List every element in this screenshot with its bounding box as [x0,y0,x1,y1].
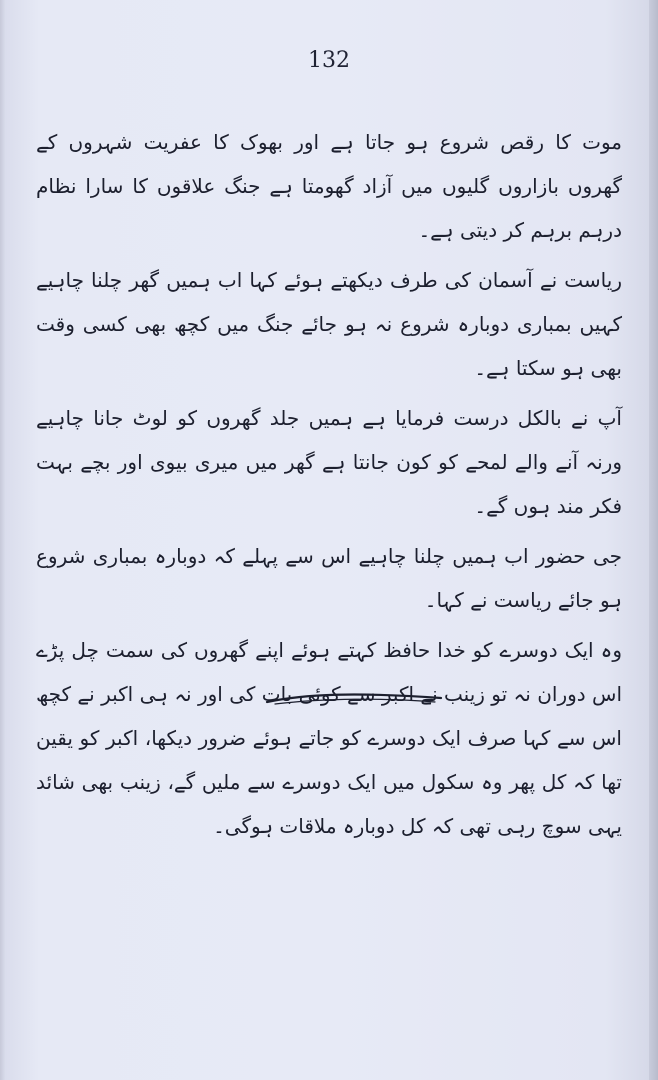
paragraph-3: آپ نے بالکل درست فرمایا ہے ہمیں جلد گھروں کو لوٹ جانا چاہیے ورنہ آنے والے لمحے کو کون جانتا ہے گھر میں میری بیوی اور بچے بہت فکر مند ہوں گے۔ [36,406,622,518]
paragraph-4: جی حضور اب ہمیں چلنا چاہیے اس سے پہلے کہ دوبارہ بمباری شروع ہو جائے ریاست نے کہا۔ [36,544,622,612]
body-text [36,120,622,854]
paragraph-5: وہ ایک دوسرے کو خدا حافظ کہتے ہوئے اپنے گھروں کی سمت چل پڑے اس دوران نہ تو زینب نے اکبر سے کوئی بات کی اور نہ ہی اکبر نے کچھ اس سے کہا صرف ایک دوسرے کو جاتے ہوئے ضرور دیکھا، اکبر کو یقین تھا کہ کل پھر وہ سکول میں ایک دوسرے سے ملیں گے، زینب بھی شائد یہی سوچ رہی تھی کہ کل دوبارہ ملاقات ہوگی۔ [36,638,622,838]
section-end-ornament [265,690,445,708]
page-number: 132 [308,48,350,73]
paragraph-2: ریاست نے آسمان کی طرف دیکھتے ہوئے کہا اب ہمیں گھر چلنا چاہیے کہیں بمباری دوبارہ شروع نہ ہو جائے جنگ میں کچھ بھی کسی وقت بھی ہو سکتا ہے۔ [36,268,622,380]
page-right-edge [649,0,658,1080]
page-left-edge [0,0,6,1080]
paragraph-1: موت کا رقص شروع ہو جاتا ہے اور بھوک کا عفریت شہروں کے گھروں بازاروں گلیوں میں آزاد گھومتا ہے جنگ علاقوں کا سارا نظام درہم برہم کر دیتی ہے۔ [36,130,622,242]
